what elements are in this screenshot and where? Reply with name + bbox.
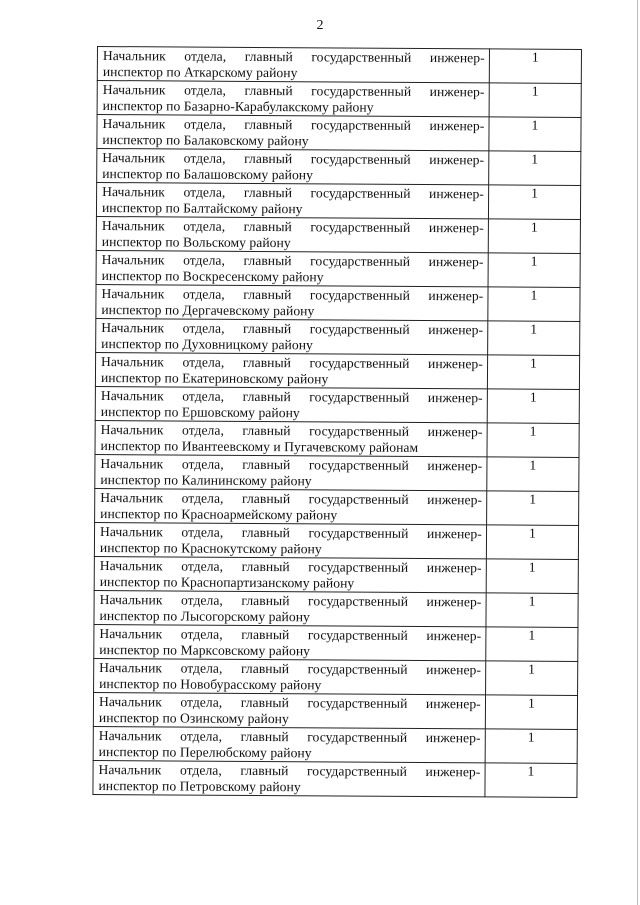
- position-cell: [96, 183, 488, 219]
- quantity-cell: 1: [488, 219, 580, 254]
- quantity-cell: 1: [485, 763, 577, 798]
- position-title-line1: Начальник отдела, главный государственный инженер-: [98, 694, 481, 712]
- position-title: [97, 217, 488, 252]
- position-cell: [96, 216, 488, 252]
- position-title-line2: инспектор по Екатериновскому району: [100, 370, 329, 387]
- position-title-line2: инспектор по Ершовскому району: [100, 404, 300, 421]
- position-cell: [94, 590, 486, 626]
- position-title-line1: Начальник отдела, главный государственный инженер-: [98, 728, 481, 746]
- position-title: [94, 591, 485, 626]
- position-title: [95, 455, 486, 490]
- position-title: [97, 183, 488, 218]
- table-row: [96, 318, 580, 355]
- position-title-line1: Начальник отдела, главный государственный инженер-: [100, 490, 483, 508]
- page-number: 2: [316, 18, 324, 33]
- position-title-line2: инспектор по Лысогорскому району: [99, 608, 310, 625]
- position-title-line2: инспектор по Новобурасскому району: [99, 676, 322, 693]
- position-title-line2: инспектор по Марксовскому району: [99, 642, 311, 659]
- table-row: [96, 183, 580, 220]
- position-title-line2: инспектор по Дергачевскому району: [101, 302, 315, 319]
- position-title-line1: Начальник отдела, главный государственный инженер-: [102, 184, 484, 202]
- position-title-line2: инспектор по Воскресенскому району: [101, 268, 324, 285]
- position-cell: [94, 658, 486, 694]
- position-cell: [97, 115, 489, 151]
- table-row: [97, 115, 581, 152]
- position-title-line2: инспектор по Духовницкому району: [101, 336, 313, 353]
- table-row: [95, 454, 579, 491]
- table-row: [97, 149, 581, 186]
- quantity-cell: 1: [487, 457, 579, 492]
- position-title-line2: инспектор по Базарно-Карабулакскому району: [102, 98, 374, 115]
- quantity-cell: 1: [487, 355, 579, 390]
- position-title-line1: Начальник отдела, главный государственный инженер-: [102, 48, 485, 66]
- quantity-cell: 1: [485, 729, 577, 764]
- quantity-cell: 1: [487, 321, 579, 356]
- position-cell: [95, 454, 487, 490]
- position-title-line2: инспектор по Краснокутскому району: [99, 540, 322, 557]
- position-title-line1: Начальник отдела, главный государственный инженер-: [99, 626, 482, 644]
- position-title-line2: инспектор по Балашовскому району: [102, 166, 314, 183]
- position-title-line1: Начальник отдела, главный государственный инженер-: [99, 524, 482, 542]
- quantity-cell: 1: [488, 151, 580, 186]
- position-title: [96, 353, 487, 388]
- position-title: [94, 727, 485, 762]
- table-row: [94, 556, 578, 593]
- table-row: [96, 284, 580, 321]
- quantity-cell: 1: [486, 491, 578, 526]
- position-title-line2: инспектор по Ивантеевскому и Пугачевскому районам: [100, 438, 419, 455]
- position-cell: [97, 81, 489, 117]
- quantity-cell: 1: [489, 83, 581, 118]
- table-row: [93, 760, 577, 797]
- position-title-line1: Начальник отдела, главный государственный инженер-: [101, 286, 484, 304]
- table-row: [97, 47, 581, 84]
- table-row: [96, 216, 580, 253]
- position-title: [93, 761, 484, 796]
- table-row: [95, 386, 579, 423]
- position-title-line1: Начальник отдела, главный государственный инженер-: [99, 592, 482, 610]
- position-title-line1: Начальник отдела, главный государственный инженер-: [100, 456, 483, 474]
- position-title: [95, 557, 486, 592]
- position-title-line1: Начальник отдела, главный государственный инженер-: [102, 150, 485, 168]
- position-cell: [94, 624, 486, 660]
- position-title-line1: Начальник отдела, главный государственный инженер-: [102, 116, 485, 134]
- quantity-cell: 1: [489, 49, 581, 84]
- position-title-line2: инспектор по Озинскому району: [98, 710, 289, 727]
- staff-positions-table: [92, 46, 582, 798]
- position-title-line1: Начальник отдела, главный государственный инженер-: [98, 762, 481, 780]
- position-title: [96, 387, 487, 422]
- table-row: [97, 81, 581, 118]
- position-title: [96, 285, 487, 320]
- quantity-cell: 1: [486, 593, 578, 628]
- quantity-cell: 1: [488, 287, 580, 322]
- table-row: [94, 590, 578, 627]
- table-row: [94, 658, 578, 695]
- quantity-cell: 1: [487, 389, 579, 424]
- position-title: [95, 489, 486, 524]
- quantity-cell: 1: [489, 117, 581, 152]
- position-title-line2: инспектор по Калининскому району: [100, 472, 312, 489]
- position-title-line1: Начальник отдела, главный государственный инженер-: [101, 252, 484, 270]
- position-title-line1: Начальник отдела, главный государственный инженер-: [100, 388, 483, 406]
- position-title-line1: Начальник отдела, главный государственный инженер-: [101, 218, 484, 236]
- quantity-cell: 1: [488, 253, 580, 288]
- scan-edge-line: [637, 0, 638, 905]
- position-title-line2: инспектор по Краснопартизанскому району: [99, 574, 355, 591]
- position-cell: [93, 760, 485, 796]
- position-cell: [95, 386, 487, 422]
- position-title-line1: Начальник отдела, главный государственный инженер-: [101, 320, 484, 338]
- table-row: [95, 488, 579, 525]
- position-title: [98, 47, 489, 82]
- position-title-line2: инспектор по Перелюбскому району: [98, 744, 312, 761]
- table-row: [95, 420, 579, 457]
- position-title: [96, 421, 487, 456]
- table-row: [94, 522, 578, 559]
- position-title-line1: Начальник отдела, главный государственный инженер-: [99, 660, 482, 678]
- position-title-line2: инспектор по Красноармейскому району: [100, 506, 338, 523]
- position-title-line1: Начальник отдела, главный государственный инженер-: [101, 354, 483, 372]
- position-cell: [94, 522, 486, 558]
- position-title: [94, 693, 485, 728]
- quantity-cell: 1: [488, 185, 580, 220]
- position-title-line1: Начальник отдела, главный государственный инженер-: [99, 558, 482, 576]
- table-body: [93, 47, 582, 798]
- position-cell: [97, 149, 489, 185]
- quantity-cell: 1: [486, 525, 578, 560]
- table-row: [95, 352, 579, 389]
- table-row: [93, 726, 577, 763]
- position-cell: [94, 556, 486, 592]
- position-cell: [93, 726, 485, 762]
- position-cell: [95, 488, 487, 524]
- position-title: [98, 81, 489, 116]
- position-title: [94, 659, 485, 694]
- quantity-cell: 1: [487, 423, 579, 458]
- position-cell: [95, 352, 487, 388]
- position-cell: [95, 420, 487, 456]
- position-cell: [93, 692, 485, 728]
- quantity-cell: 1: [486, 627, 578, 662]
- position-title-line2: инспектор по Петровскому району: [98, 778, 301, 795]
- position-title: [95, 523, 486, 558]
- table-row: [93, 692, 577, 729]
- position-title-line2: инспектор по Балтайскому району: [101, 200, 303, 217]
- position-cell: [96, 318, 488, 354]
- quantity-cell: 1: [486, 559, 578, 594]
- table-row: [96, 250, 580, 287]
- position-title: [97, 251, 488, 286]
- position-title: [97, 115, 488, 150]
- quantity-cell: 1: [485, 661, 577, 696]
- position-title: [94, 625, 485, 660]
- position-title-line1: Начальник отдела, главный государственный инженер-: [102, 82, 485, 100]
- position-cell: [96, 250, 488, 286]
- position-title-line2: инспектор по Вольскому району: [101, 234, 291, 251]
- quantity-cell: 1: [485, 695, 577, 730]
- position-title: [97, 149, 488, 184]
- position-cell: [96, 284, 488, 320]
- position-title-line2: инспектор по Аткарскому району: [102, 64, 298, 81]
- position-cell: [97, 47, 489, 83]
- table-row: [94, 624, 578, 661]
- position-title-line1: Начальник отдела, главный государственный инженер-: [100, 422, 483, 440]
- position-title-line2: инспектор по Балаковскому району: [102, 132, 309, 149]
- position-title: [96, 319, 487, 354]
